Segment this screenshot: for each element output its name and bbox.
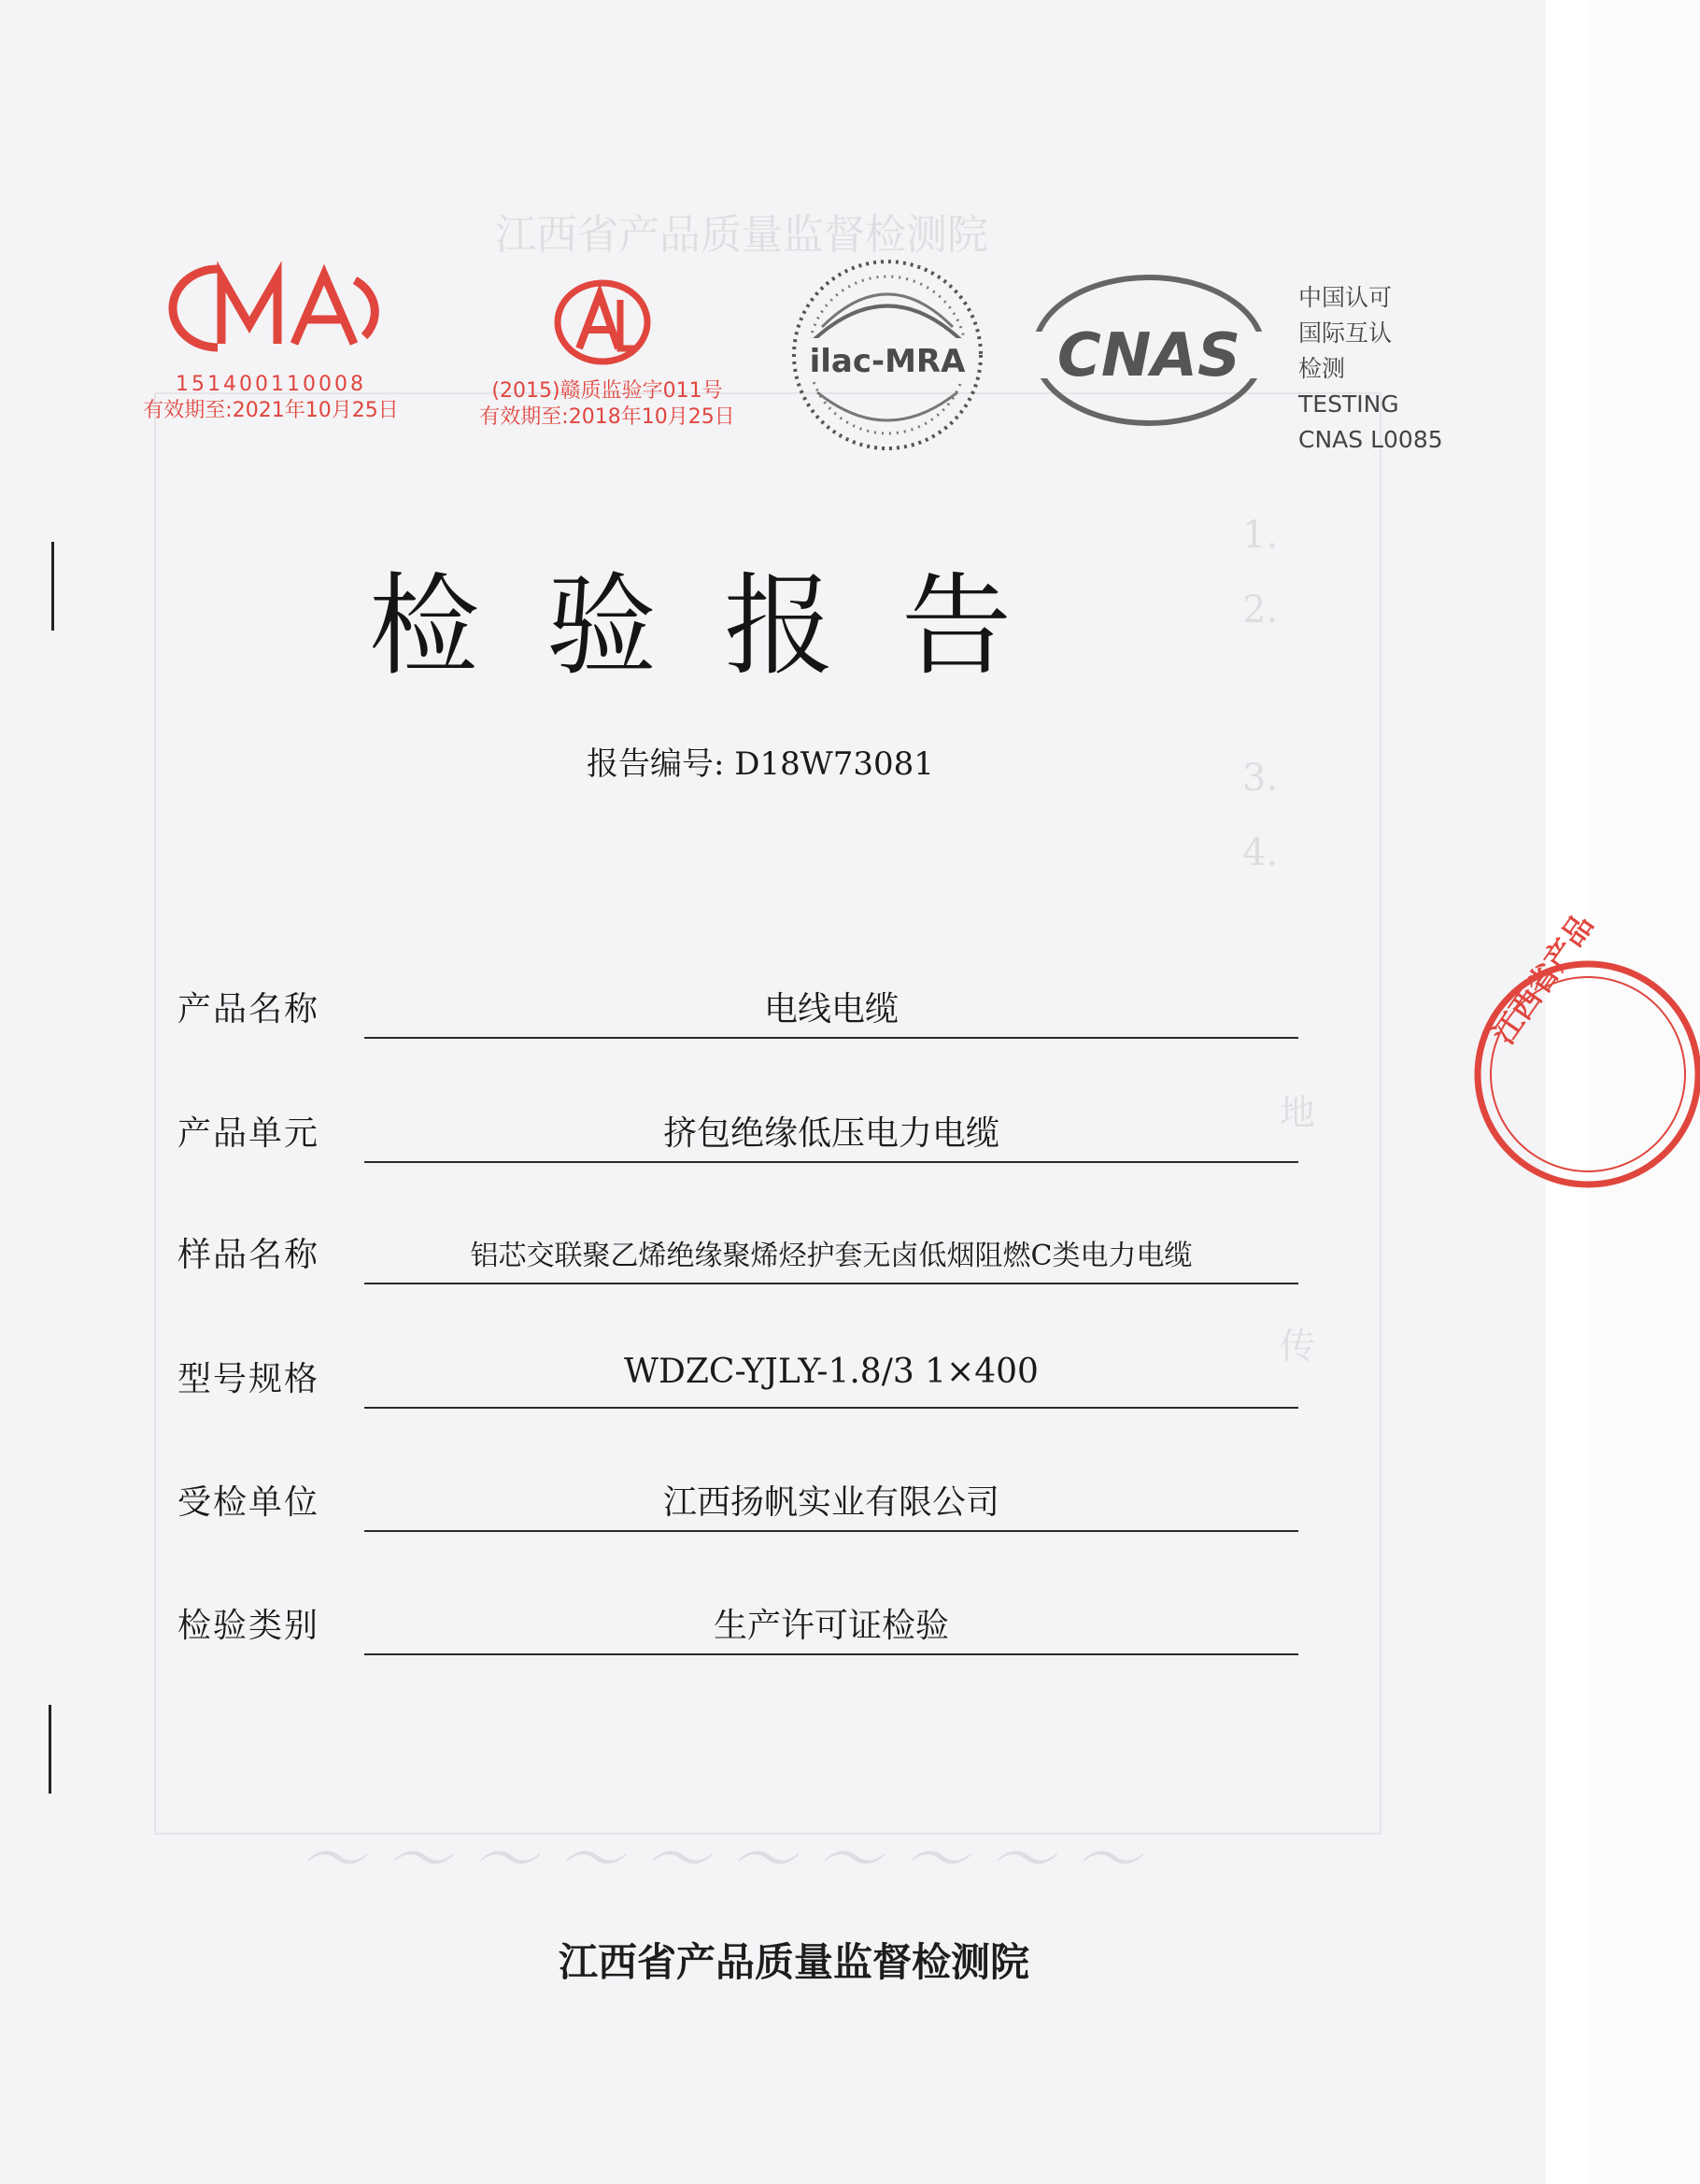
report-number-label: 报告编号: xyxy=(587,745,725,783)
cal-caption xyxy=(448,378,766,431)
show-through-text: 1. xyxy=(1242,514,1279,557)
seal-icon xyxy=(1457,907,1700,1205)
show-through-signatures: ～ ～ ～ ～ ～ ～ ～ ～ ～ ～ xyxy=(299,1822,1140,1898)
field-underline xyxy=(364,1653,1298,1655)
cnas-accreditation-text xyxy=(1298,280,1443,458)
svg-text:江西省产品: 江西省产品 xyxy=(1485,907,1601,1051)
field-product-unit xyxy=(177,1107,1308,1182)
field-value: 江西扬帆实业有限公司 xyxy=(662,1483,999,1522)
cma-logo xyxy=(163,252,378,364)
cnas-logo xyxy=(1027,271,1270,430)
field-value: 铝芯交联聚乙烯绝缘聚烯烃护套无卤低烟阻燃C类电力电缆 xyxy=(470,1240,1193,1272)
cma-validity: 有效期至:2021年10月25日 xyxy=(143,399,399,422)
field-underline xyxy=(364,1530,1298,1532)
cal-validity: 有效期至:2018年10月25日 xyxy=(479,405,735,429)
field-value: WDZC-YJLY-1.8/3 1×400 xyxy=(624,1353,1039,1391)
report-title: 检验报告 xyxy=(369,561,1080,690)
show-through-text: 4. xyxy=(1242,831,1279,874)
field-label: 检验类别 xyxy=(177,1607,320,1645)
cnas-line: 检测 xyxy=(1298,355,1346,382)
field-inspected-unit xyxy=(177,1476,1308,1551)
field-value: 生产许可证检验 xyxy=(713,1607,949,1645)
show-through-text: 3. xyxy=(1242,757,1279,800)
cma-mark-icon xyxy=(163,252,378,364)
report-number-value: D18W73081 xyxy=(734,745,934,783)
field-underline xyxy=(364,1407,1298,1409)
report-number xyxy=(587,738,934,784)
cal-logo xyxy=(551,276,654,369)
svg-text:ilac-MRA: ilac-MRA xyxy=(809,343,966,380)
cnas-mark-icon xyxy=(1027,271,1270,430)
staple xyxy=(49,1705,51,1794)
cnas-line: 国际互认 xyxy=(1298,319,1393,347)
cnas-line: CNAS L0085 xyxy=(1298,426,1443,453)
field-underline xyxy=(364,1161,1298,1163)
issuing-institute: 江西省产品质量监督检测院 xyxy=(558,1939,1029,1985)
show-through-text: 地 xyxy=(1280,1092,1316,1133)
show-through-text: 江西省产品质量监督检测院 xyxy=(495,211,988,259)
cma-caption xyxy=(117,372,425,424)
field-model-spec xyxy=(177,1353,1308,1427)
cnas-line: 中国认可 xyxy=(1298,284,1393,311)
svg-text:CNAS: CNAS xyxy=(1056,321,1241,390)
field-label: 型号规格 xyxy=(177,1360,320,1398)
cal-mark-icon xyxy=(551,276,654,369)
field-sample-name xyxy=(177,1228,1308,1303)
ilac-mra-mark-icon xyxy=(785,252,990,458)
field-value: 电线电缆 xyxy=(763,990,899,1028)
ilac-mra-logo xyxy=(785,252,990,458)
field-product-name xyxy=(177,983,1308,1057)
field-label: 产品名称 xyxy=(177,990,320,1028)
field-label: 样品名称 xyxy=(177,1236,320,1274)
field-value: 挤包绝缘低压电力电缆 xyxy=(662,1114,999,1153)
cnas-line: TESTING xyxy=(1298,390,1399,418)
field-underline xyxy=(364,1037,1298,1039)
official-seal xyxy=(1457,907,1601,1205)
staple xyxy=(51,542,54,631)
show-through-text: 传 xyxy=(1280,1326,1316,1367)
field-underline xyxy=(364,1283,1298,1284)
field-inspection-type xyxy=(177,1599,1308,1674)
field-label: 产品单元 xyxy=(177,1114,320,1153)
cma-number: 151400110008 xyxy=(176,373,366,396)
field-label: 受检单位 xyxy=(177,1483,320,1522)
cal-number: (2015)赣质监验字011号 xyxy=(491,379,723,403)
show-through-text: 2. xyxy=(1242,589,1279,631)
